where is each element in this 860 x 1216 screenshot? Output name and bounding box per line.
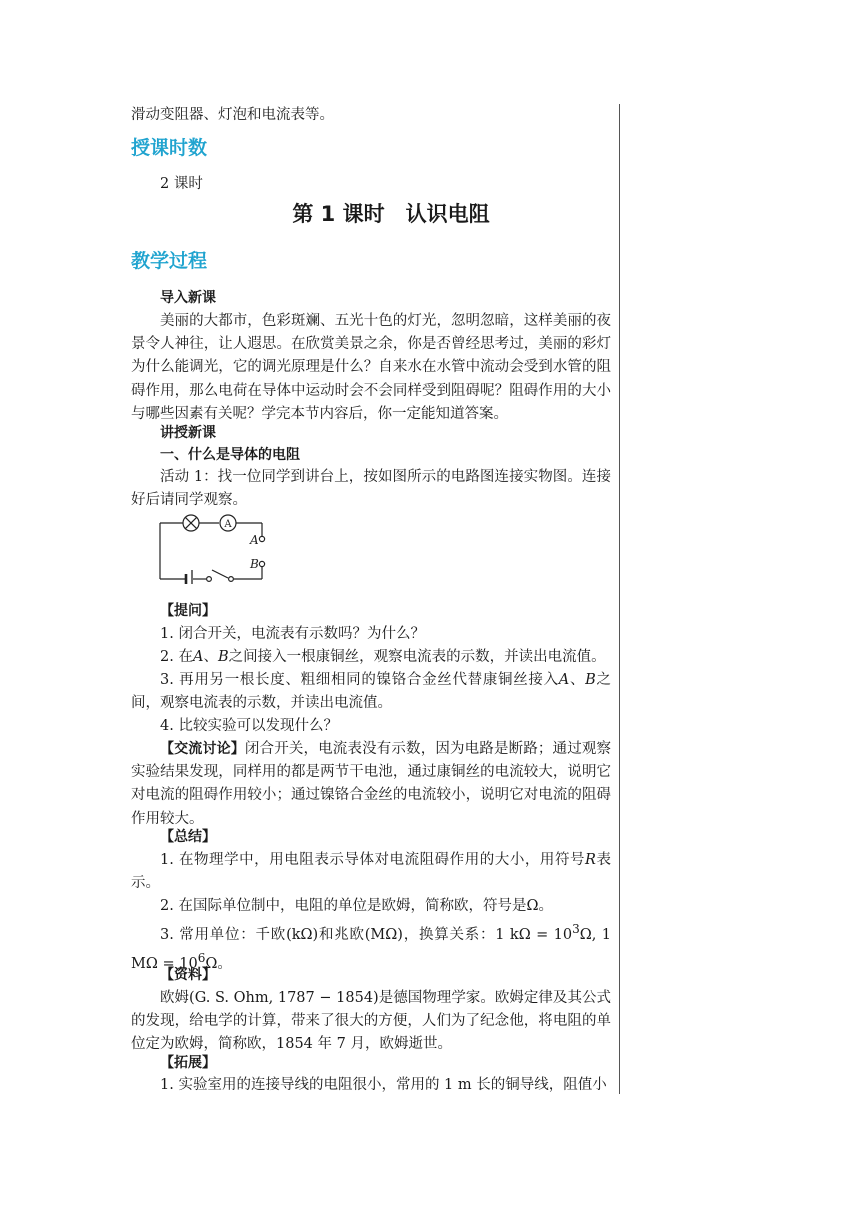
terminal-b-label: B	[250, 557, 259, 571]
terminal-b	[259, 561, 264, 566]
section-heading-hours: 授课时数	[131, 137, 208, 159]
terminal-a	[259, 536, 264, 541]
question-4: 4. 比较实验可以发现什么？	[160, 718, 338, 734]
question-3: 3. 再用另一根长度、粗细相同的镍铬合金丝代替康铜丝接入A、B之间，观察电流表的示数，并读出电流值。	[131, 672, 611, 712]
terminal-a-label: A	[250, 533, 259, 547]
switch-blade	[212, 570, 228, 578]
intro-lesson-label: 导入新课	[160, 290, 216, 306]
intro-lesson-text: 美丽的大都市，色彩斑斓、五光十色的灯光，忽明忽暗，这样美丽的夜景令人神往，让人遐思。在欣赏美景之余，你是否曾经思考过，美丽的彩灯为什么能调光，它的调光原理是什么？自来水在水管中流动会受到水管的阻碍作用，那么电荷在导体中运动时会不会同样受到阻碍呢？阻碍作用的大小与哪些因素有关呢？学完本节内容后，你一定能知道答案。	[131, 313, 611, 422]
switch-contact	[207, 577, 212, 582]
material-header: 【资料】	[160, 967, 216, 983]
discussion-text: 闭合开关，电流表没有示数，因为电路是断路；通过观察实验结果发现，同样用的都是两节干电池，通过康铜丝的电流较大，说明它对电流的阻碍作用较小；通过镍铬合金丝的电流较小，说明它对电流的阻碍作用较大。	[131, 741, 612, 827]
summary-item-2: 2. 在国际单位制中，电阻的单位是欧姆，简称欧，符号是Ω。	[160, 898, 553, 914]
questions-header: 【提问】	[160, 603, 216, 619]
summary-header: 【总结】	[160, 829, 216, 845]
section-heading-process: 教学过程	[131, 250, 208, 272]
question-2: 2. 在A、B之间接入一根康铜丝，观察电流表的示数，并读出电流值。	[160, 649, 606, 665]
switch-pivot	[229, 577, 234, 582]
teach-subheading: 一、什么是导体的电阻	[160, 447, 300, 463]
summary-item-3: 3. 常用单位：千欧(kΩ)和兆欧(MΩ)，换算关系：1 $k\Omega = 10^3\Omega$, 1 $M\Omega = 10^6\Omega$。	[131, 922, 611, 972]
circuit-diagram	[157, 512, 277, 584]
question-1: 1. 闭合开关，电流表有示数吗？为什么？	[160, 626, 425, 642]
lesson-title: 第 1 课时 认识电阻	[292, 202, 490, 226]
summary-item-1: 1. 在物理学中，用电阻表示导体对电流阻碍作用的大小，用符号R表示。	[131, 852, 611, 892]
material-text: 欧姆(G. S. Ohm, 1787 − 1854)是德国物理学家。欧姆定律及其公式的发现，给电学的计算，带来了很大的方便，人们为了纪念他，将电阻的单位定为欧姆，简称欧，1854 年 7 月，欧姆逝世。	[131, 990, 611, 1053]
activity-text: 活动 1：找一位同学到讲台上，按如图所示的电路图连接实物图。连接好后请同学观察。	[131, 469, 611, 509]
column-divider	[619, 104, 620, 1094]
extension-header: 【拓展】	[160, 1055, 216, 1071]
discussion-header: 【交流讨论】	[160, 741, 245, 757]
discussion-block	[131, 738, 611, 831]
hours-value: 2 课时	[160, 176, 203, 192]
teach-label: 讲授新课	[160, 425, 216, 441]
intro-line: 滑动变阻器、灯泡和电流表等。	[131, 107, 334, 123]
extension-item-1: 1. 实验室用的连接导线的电阻很小，常用的 1 m 长的铜导线，阻值小	[160, 1077, 607, 1093]
ammeter-label: A	[224, 519, 232, 530]
